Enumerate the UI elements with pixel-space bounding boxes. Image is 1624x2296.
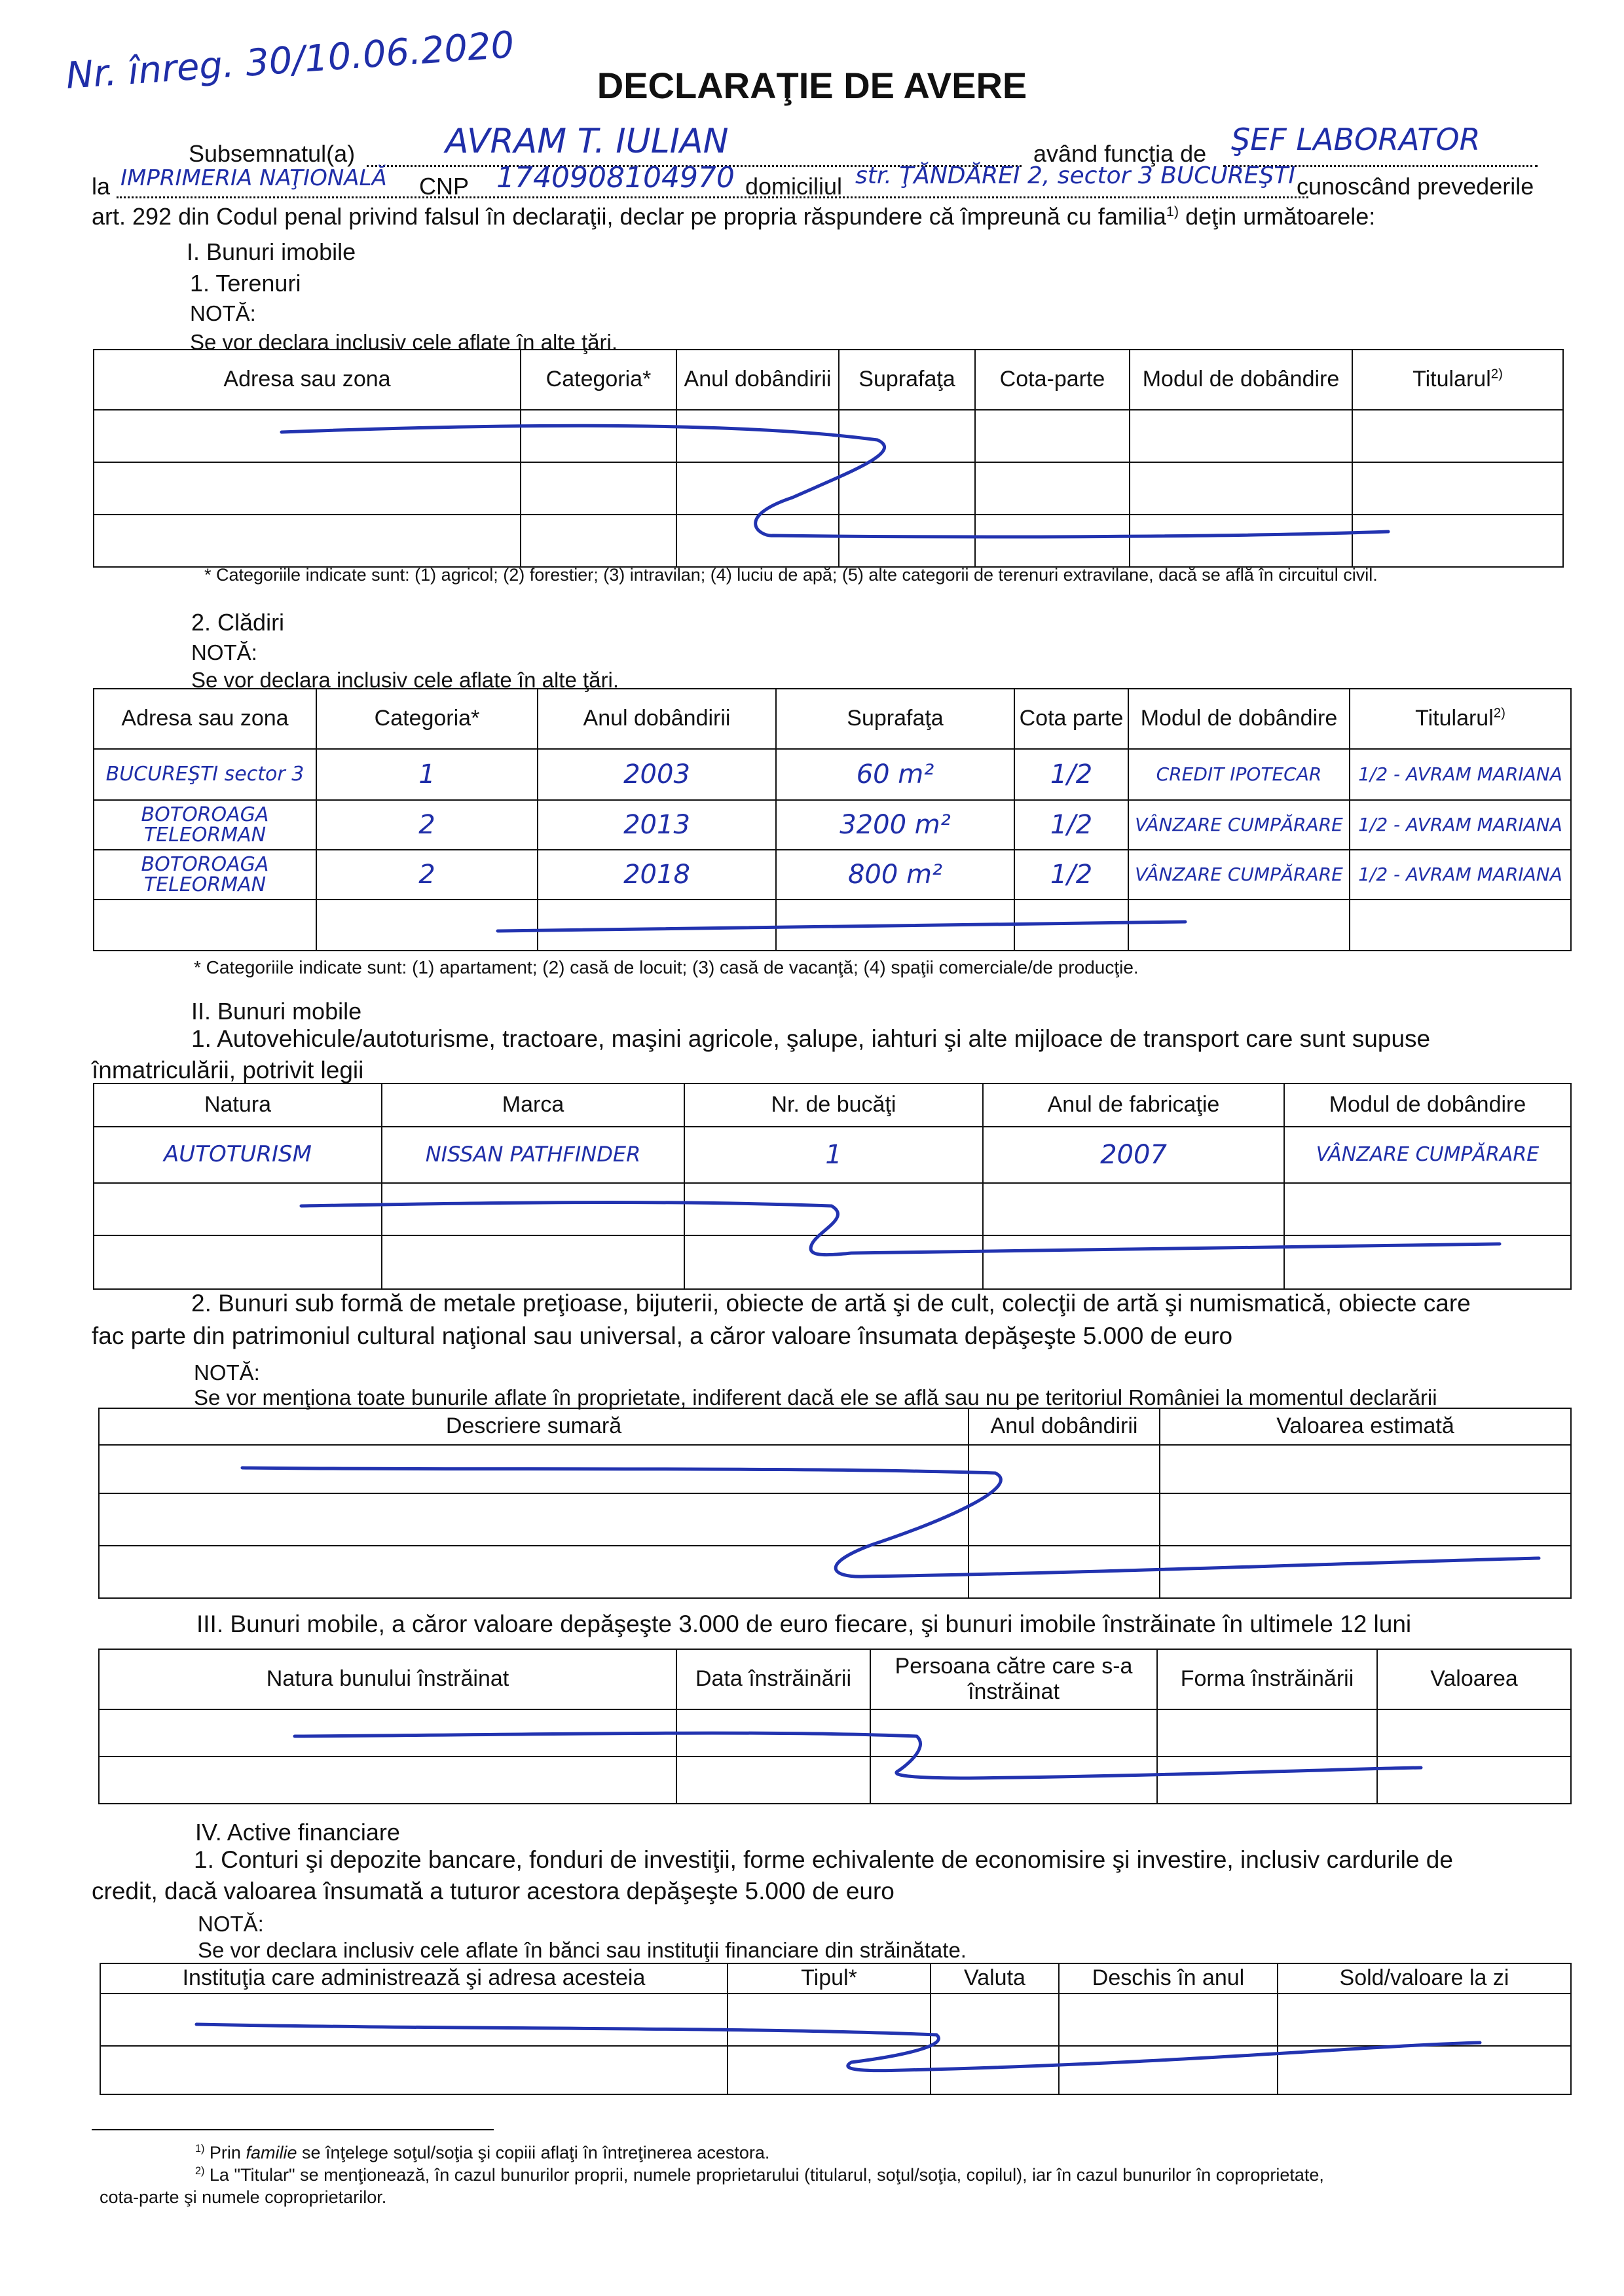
terenuri-col-cota: Cota-parte	[975, 350, 1130, 410]
instrainate-table	[98, 1649, 1572, 1804]
conturi-text-line1: 1. Conturi şi depozite bancare, fonduri de investiţii, forme echivalente de economisire şi investire, inclusiv cardurile de	[194, 1846, 1453, 1873]
table-row	[94, 1183, 1571, 1235]
metale-col-descriere: Descriere sumară	[99, 1408, 969, 1445]
terenuri-col-anul: Anul dobândirii	[676, 350, 839, 410]
conturi-table	[100, 1963, 1572, 2095]
cnp-label: CNP	[419, 173, 470, 200]
cladiri-col-anul: Anul dobândirii	[538, 689, 776, 749]
intro-line3: art. 292 din Codul penal privind falsul în declaraţii, declar pe propria răspundere că împreună cu familia$^{1)}$ deţin următoarele:	[92, 203, 1376, 230]
line2-dotline	[117, 196, 1308, 198]
metale-table	[98, 1408, 1572, 1599]
conturi-col-deschis: Deschis în anul	[1059, 1963, 1278, 1994]
subsemnatul-label: Subsemnatul(a)	[189, 140, 356, 167]
table-row: AUTOTURISM NISSAN PATHFINDER 1 2007 VÂNZARE CUMPĂRARE	[94, 1127, 1571, 1183]
table-row	[94, 515, 1563, 567]
institutia-value: IMPRIMERIA NAŢIONALĂ	[120, 165, 387, 191]
auto-col-natura: Natura	[94, 1084, 382, 1127]
section-3-heading: III. Bunuri mobile, a căror valoare depăşeşte 3.000 de euro fiecare, şi bunuri imobile înstrăinate în ultimele 12 luni	[196, 1611, 1412, 1637]
section-2-heading: II. Bunuri mobile	[191, 998, 362, 1025]
terenuri-col-adresa: Adresa sau zona	[94, 350, 521, 410]
instrainate-col-persoana: Persoana către care s-a înstrăinat	[870, 1649, 1157, 1709]
table-row	[100, 1994, 1571, 2046]
functia-value: ŞEF LABORATOR	[1231, 122, 1481, 157]
auto-text-line1: 1. Autovehicule/autoturisme, tractoare, maşini agricole, şalupe, iahturi şi alte mijloace de transport care sunt supuse	[191, 1025, 1431, 1052]
cladiri-table	[93, 688, 1572, 951]
cladiri-heading: 2. Clădiri	[191, 609, 285, 636]
metale-text-line1: 2. Bunuri sub formă de metale preţioase, bijuterii, obiecte de artă şi de cult, colecţii de artă şi numismatică, obiecte care	[191, 1290, 1471, 1317]
metale-nota-text: Se vor menţiona toate bunurile aflate în proprietate, indiferent dacă ele se află sau nu pe teritoriul României la momentul declarării	[194, 1385, 1437, 1410]
terenuri-heading: 1. Terenuri	[190, 270, 301, 297]
terenuri-col-suprafata: Suprafaţa	[839, 350, 975, 410]
cladiri-col-categoria: Categoria*	[316, 689, 538, 749]
metale-col-anul: Anul dobândirii	[969, 1408, 1160, 1445]
conturi-col-tipul: Tipul*	[728, 1963, 931, 1994]
table-row	[100, 2046, 1571, 2094]
footnote-2-line1: $^{2)}$ La "Titular" se menţionează, în cazul bunurilor proprii, numele proprietarului (titularul, soţul/soţia, copilul), iar în cazul bunurilor în coproprietate,	[195, 2165, 1324, 2185]
cladiri-col-adresa: Adresa sau zona	[94, 689, 316, 749]
page-title: DECLARAŢIE DE AVERE	[597, 65, 1027, 106]
auto-table	[93, 1083, 1572, 1290]
table-row	[94, 462, 1563, 515]
conturi-text-line2: credit, dacă valoarea însumată a tuturor acestora depăşeşte 5.000 de euro	[92, 1878, 895, 1904]
table-row	[99, 1445, 1571, 1493]
conturi-nota: NOTĂ:	[198, 1912, 264, 1936]
table-row: BUCUREŞTI sector 3 1 2003 60 m² 1/2 CREDIT IPOTECAR 1/2 - AVRAM MARIANA	[94, 749, 1571, 800]
section-1-heading: I. Bunuri imobile	[187, 238, 356, 265]
conturi-col-institutia: Instituţia care administrează şi adresa acesteia	[100, 1963, 728, 1994]
registration-number: Nr. înreg. 30/10.06.2020	[64, 24, 516, 98]
metale-text-line2: fac parte din patrimoniul cultural naţional sau universal, a căror valoare însumata depăşeşte 5.000 de euro	[92, 1322, 1233, 1349]
cladiri-footnote: * Categoriile indicate sunt: (1) apartament; (2) casă de locuit; (3) casă de vacanţă; (4) spaţii comerciale/de producţie.	[194, 957, 1139, 977]
auto-col-anul: Anul de fabricaţie	[983, 1084, 1284, 1127]
footnote-divider	[92, 2129, 494, 2130]
table-row	[99, 1546, 1571, 1598]
instrainate-col-valoarea: Valoarea	[1377, 1649, 1571, 1709]
terenuri-table	[93, 349, 1564, 568]
name-value: AVRAM T. IULIAN	[445, 122, 729, 161]
cladiri-col-titular: Titularul$^{2)}$	[1350, 689, 1571, 749]
la-label: la	[92, 173, 111, 200]
section-4-heading: IV. Active financiare	[195, 1819, 400, 1846]
cunoscand-label: cunoscând prevederile	[1297, 173, 1534, 200]
terenuri-col-modul: Modul de dobândire	[1130, 350, 1352, 410]
terenuri-col-categoria: Categoria*	[521, 350, 676, 410]
auto-col-modul: Modul de dobândire	[1284, 1084, 1571, 1127]
table-row	[99, 1493, 1571, 1546]
terenuri-nota-text: Se vor declara inclusiv cele aflate în alte ţări.	[190, 330, 618, 354]
table-row	[94, 410, 1563, 462]
conturi-col-sold: Sold/valoare la zi	[1278, 1963, 1571, 1994]
instrainate-col-forma: Forma înstrăinării	[1157, 1649, 1377, 1709]
auto-col-nr: Nr. de bucăţi	[684, 1084, 983, 1127]
conturi-nota-text: Se vor declara inclusiv cele aflate în bănci sau instituţii financiare din străinătate.	[198, 1938, 967, 1962]
table-row	[94, 900, 1571, 951]
table-row	[99, 1709, 1571, 1757]
functia-label: având funcţia de	[1033, 140, 1207, 167]
terenuri-footnote: * Categoriile indicate sunt: (1) agricol; (2) forestier; (3) intravilan; (4) luciu de apă; (5) alte categorii de terenuri extravilane, dacă se află în circuitul civil.	[204, 565, 1378, 585]
instrainate-col-data: Data înstrăinării	[676, 1649, 870, 1709]
domiciliul-label: domiciliul	[745, 173, 843, 200]
terenuri-col-titular: Titularul$^{2)}$	[1352, 350, 1563, 410]
auto-text-line2: înmatriculării, potrivit legii	[92, 1057, 364, 1084]
metale-col-valoarea: Valoarea estimată	[1160, 1408, 1571, 1445]
table-row: BOTOROAGA TELEORMAN 2 2013 3200 m² 1/2 VÂNZARE CUMPĂRARE 1/2 - AVRAM MARIANA	[94, 800, 1571, 850]
table-row	[99, 1757, 1571, 1804]
cladiri-nota-text: Se vor declara inclusiv cele aflate în alte ţări.	[191, 668, 619, 692]
domiciliul-value: str. ŢĂNDĂREI 2, sector 3 BUCUREŞTI	[855, 162, 1295, 189]
cladiri-col-suprafata: Suprafaţa	[776, 689, 1014, 749]
cnp-value: 1740908104970	[496, 161, 735, 194]
metale-nota: NOTĂ:	[194, 1360, 260, 1385]
terenuri-nota: NOTĂ:	[190, 301, 256, 325]
cladiri-nota: NOTĂ:	[191, 640, 257, 665]
conturi-col-valuta: Valuta	[931, 1963, 1059, 1994]
auto-col-marca: Marca	[382, 1084, 684, 1127]
cladiri-col-cota: Cota parte	[1014, 689, 1128, 749]
cladiri-col-modul: Modul de dobândire	[1128, 689, 1350, 749]
table-row: BOTOROAGA TELEORMAN 2 2018 800 m² 1/2 VÂNZARE CUMPĂRARE 1/2 - AVRAM MARIANA	[94, 850, 1571, 900]
footnote-1: $^{1)}$ Prin familie se înţelege soţul/soţia şi copiii aflaţi în întreţinerea acestora.	[195, 2143, 770, 2162]
footnote-2-line2: cota-parte şi numele coproprietarilor.	[100, 2187, 387, 2207]
table-row	[94, 1235, 1571, 1289]
instrainate-col-natura: Natura bunului înstrăinat	[99, 1649, 676, 1709]
